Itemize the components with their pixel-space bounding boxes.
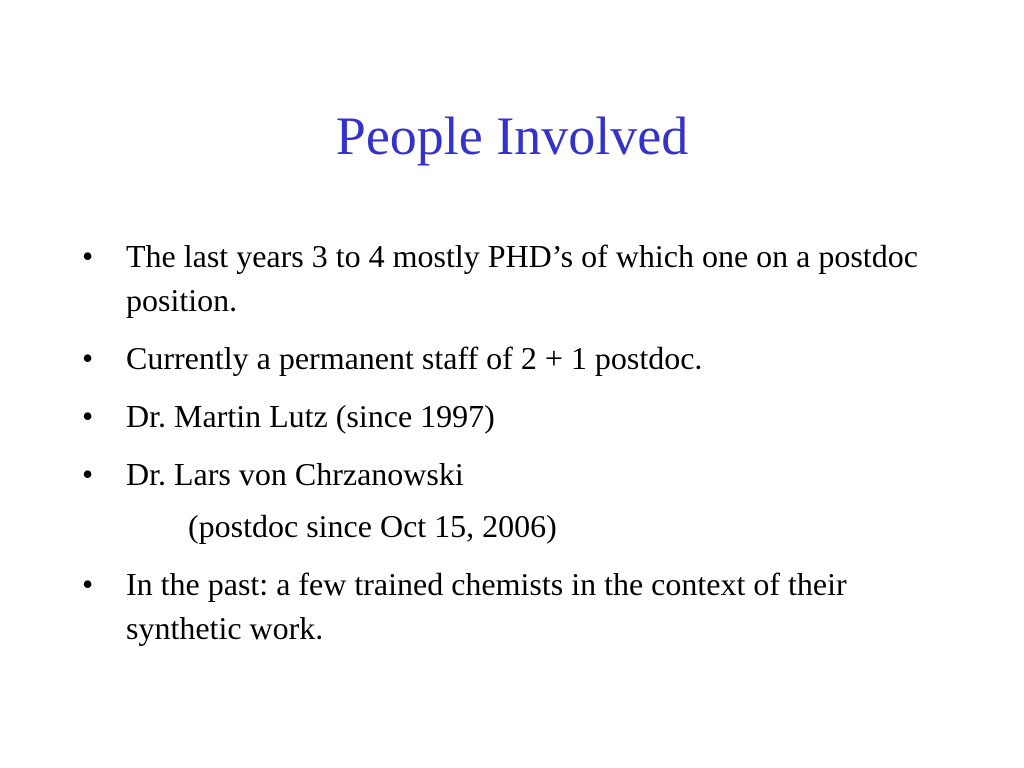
bullet-dot-icon: • (82, 238, 94, 274)
bullet-dot-icon: • (82, 566, 94, 602)
bullet-dot-icon: • (82, 340, 94, 376)
bullet-text: Currently a permanent staff of 2 + 1 postdoc. (126, 340, 703, 376)
bullet-text: In the past: a few trained chemists in the context of their synthetic work. (126, 566, 847, 646)
bullet-dot-icon: • (82, 398, 94, 434)
indented-note-text: (postdoc since Oct 15, 2006) (188, 508, 557, 544)
bullet-item (82, 452, 942, 496)
bullet-item (82, 234, 942, 322)
bullet-list (82, 234, 942, 664)
bullet-item (82, 394, 942, 438)
bullet-text: The last years 3 to 4 mostly PHD’s of which one on a postdoc position. (126, 238, 918, 318)
bullet-item (82, 562, 942, 650)
bullet-dot-icon: • (82, 456, 94, 492)
bullet-text: Dr. Martin Lutz (since 1997) (126, 398, 495, 434)
indented-note (82, 504, 942, 548)
bullet-item (82, 336, 942, 380)
slide-title: People Involved (335, 106, 689, 166)
bullet-text: Dr. Lars von Chrzanowski (126, 456, 464, 492)
